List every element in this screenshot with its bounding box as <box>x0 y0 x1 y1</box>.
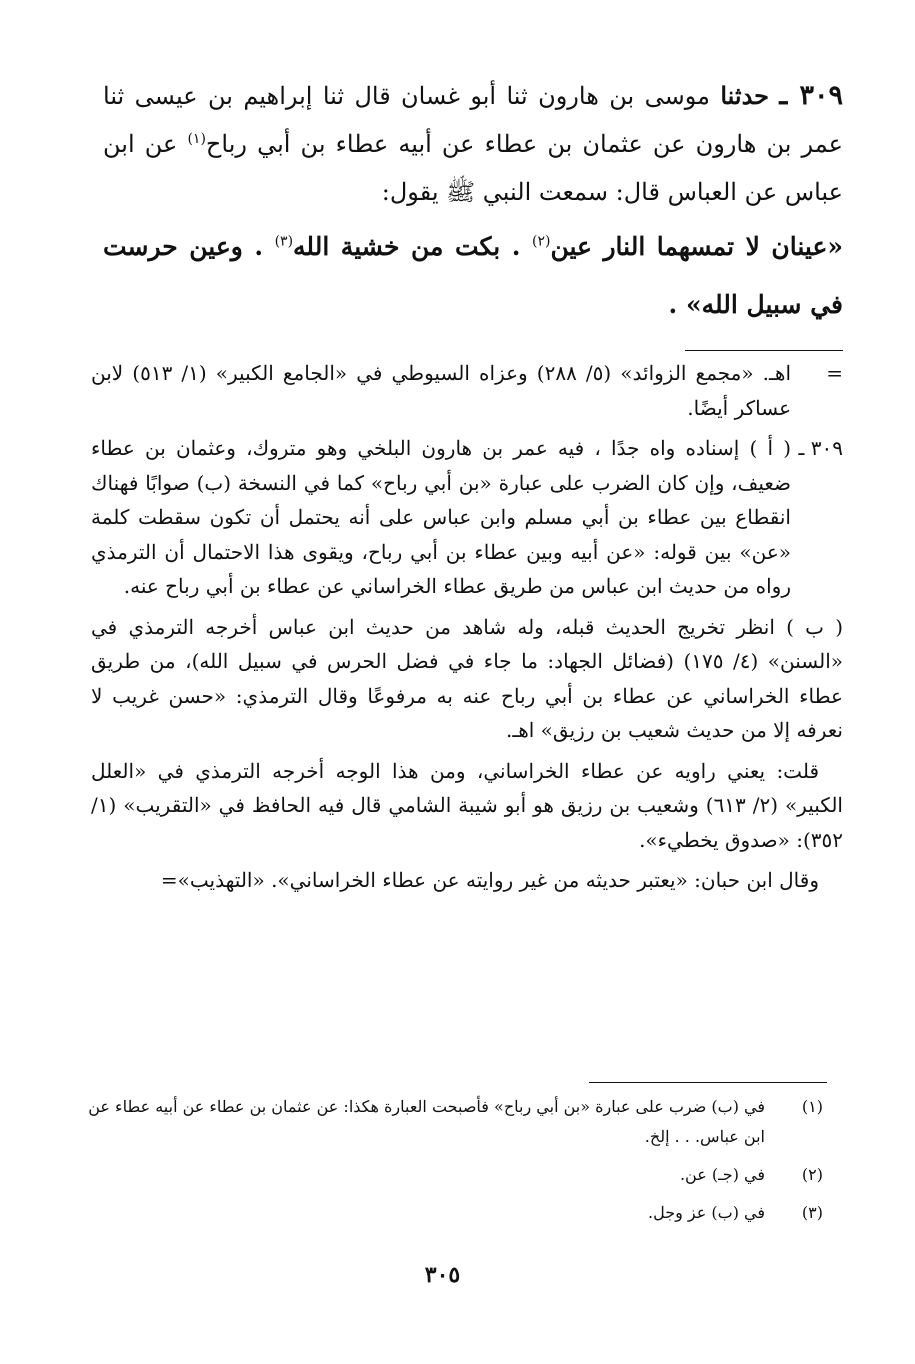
footnotes-section <box>87 1092 827 1236</box>
footnote-ref-2[interactable]: (٢) <box>532 233 551 250</box>
footnote-number: (٢) <box>801 1165 823 1184</box>
page-number: ٣٠٥ <box>424 1262 461 1288</box>
footnotes-divider <box>589 1082 827 1083</box>
footnote-text: في (جـ) عن. <box>679 1165 765 1184</box>
continuation-marker: = <box>826 361 843 385</box>
isnad-text-part2: عن ابن عباس عن العباس قال: سمعت النبي ﷺ يقول: <box>103 130 843 206</box>
matn-part2: . بكت من خشية الله <box>293 232 532 261</box>
commentary-para-b: ( ب ) انظر تخريج الحديث قبله، وله شاهد من حديث ابن عباس أخرجه الترمذي في «السنن» (٤/ ١٧٥) (فضائل الجهاد: ما جاء في فضل الحرس في سبيل الله)، من طريق عطاء الخراساني عن عطاء بن أبي رباح عنه به مرفوعًا وقال الترمذي: «حسن غريب لا نعرفه إلا من حديث شعيب بن رزيق» اهـ. <box>91 614 843 742</box>
commentary-continuation <box>91 356 843 425</box>
footnote-1 <box>87 1092 827 1152</box>
commentary-note-309 <box>91 431 843 604</box>
footnote-text: في (ب) ضرب على عبارة «بن أبي رباح» فأصبحت العبارة هكذا: عن عثمان بن عطاء عن أبيه عطاء عن ابن عباس. . . إلخ. <box>88 1097 765 1146</box>
commentary-divider <box>685 350 843 351</box>
matn-part1: «عينان لا تمسهما النار عين <box>550 232 843 261</box>
footnote-number: (١) <box>801 1097 823 1116</box>
hadith-matn <box>103 218 843 334</box>
footnote-ref-1[interactable]: (١) <box>187 131 206 147</box>
hadith-isnad <box>103 72 843 216</box>
hadith-number: ٣٠٩ ـ <box>779 80 843 111</box>
commentary-para-qult: قلت: يعني راويه عن عطاء الخراساني، ومن هذا الوجه أخرجه الترمذي في «العلل الكبير» (٢/ ٦١٣) وشعيب بن رزيق هو أبو شيبة الشامي قال فيه الحافظ في «التقريب» (١/ ٣٥٢): «صدوق يخطيء». <box>91 758 843 852</box>
footnote-2 <box>87 1160 827 1190</box>
continuation-text: اهـ. «مجمع الزوائد» (٥/ ٢٨٨) وعزاه السيوطي في «الجامع الكبير» (١/ ٥١٣) لابن عساكر أيضًا. <box>91 361 792 420</box>
footnote-ref-3[interactable]: (٣) <box>274 233 294 250</box>
commentary-section <box>91 356 843 904</box>
hadith-main-text <box>103 72 843 334</box>
commentary-para-a: ( أ ) إسناده واه جدًا ، فيه عمر بن هارون البلخي وهو متروك، وعثمان بن عطاء ضعيف، وإن كان الضرب على عبارة «بن أبي رباح» كما في النسخة (ب) صوابًا فهناك انقطاع بين عطاء بن أبي مسلم وابن عباس على أنه يحتمل أن تكون سقطت كلمة «عن» بين قوله: «عن أبيه وبين عطاء بن أبي رباح، ويقوى هذا الاحتمال أن الترمذي رواه من حديث ابن عباس من طريق عطاء الخراساني عن عطاء بن أبي رباح عنه. <box>91 436 791 598</box>
hadith-lead-word: حدثنا <box>720 81 770 110</box>
commentary-note-number: ٣٠٩ ـ <box>798 436 843 460</box>
footnote-text: في (ب) عز وجل. <box>648 1203 765 1222</box>
commentary-para-ibn-hibban: وقال ابن حبان: «يعتبر حديثه من غير روايته عن عطاء الخراساني». «التهذيب»= <box>160 868 819 892</box>
footnote-number: (٣) <box>801 1203 823 1222</box>
isnad-text-part1: موسى بن هارون ثنا أبو غسان قال ثنا إبراهيم بن عيسى ثنا عمر بن هارون عن عثمان بن عطاء عن أبيه عطاء بن أبي رباح <box>103 82 843 158</box>
matn-part3: . وعين حرست في سبيل الله» . <box>103 232 843 319</box>
footnote-3 <box>87 1198 827 1228</box>
